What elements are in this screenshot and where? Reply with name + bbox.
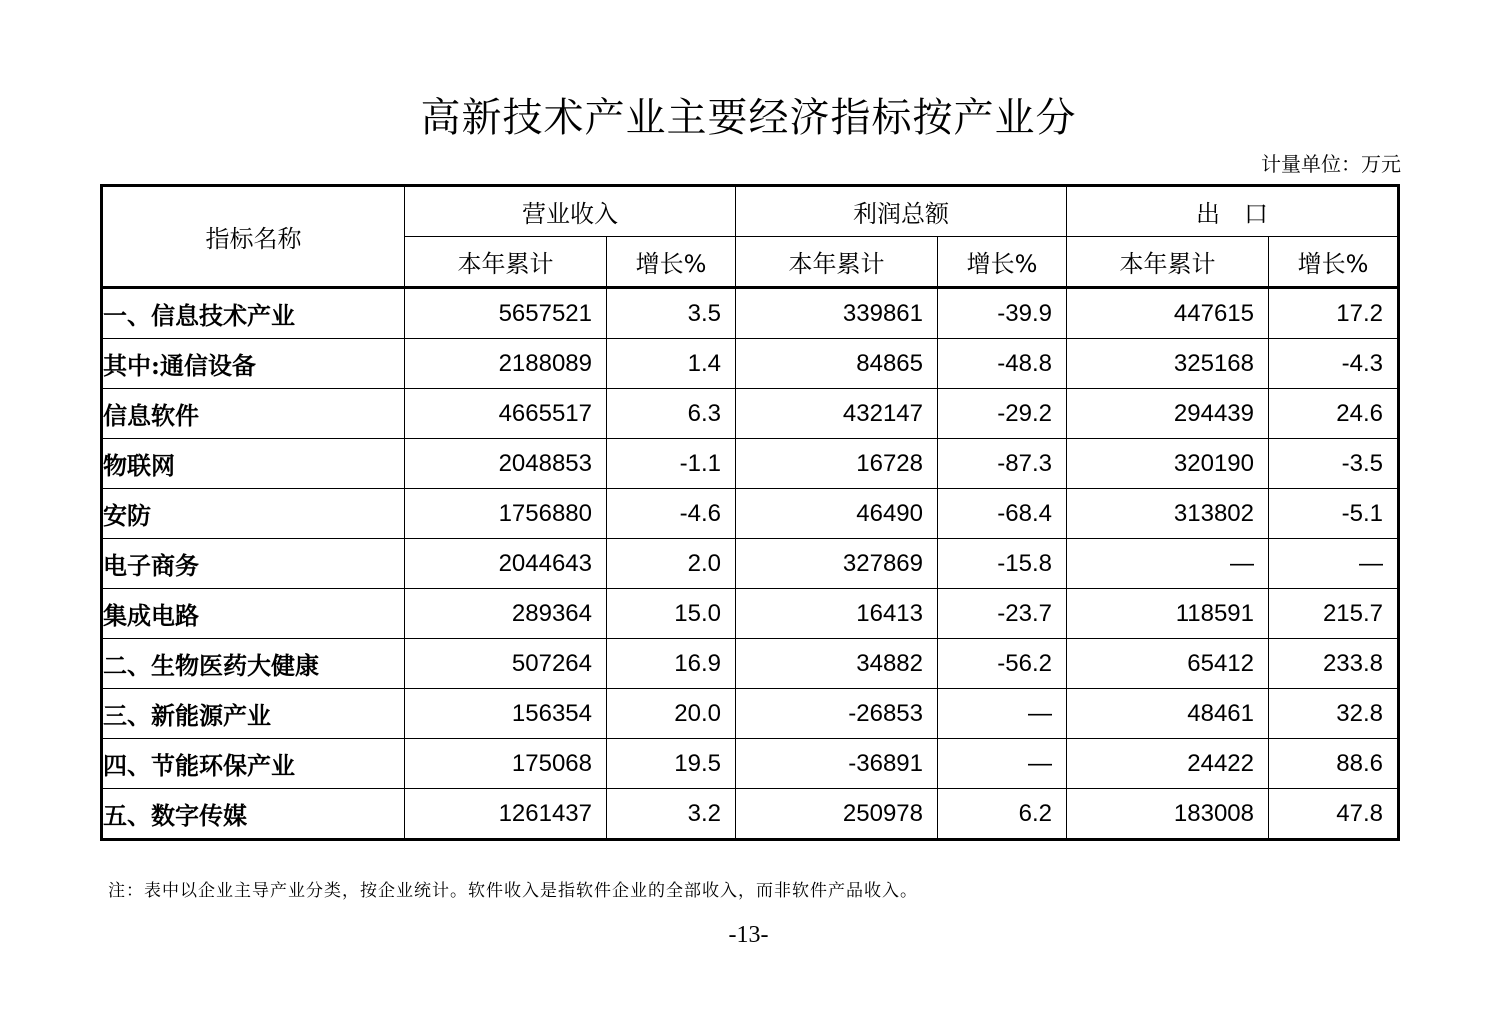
cell-value: — xyxy=(938,739,1067,789)
cell-value: 327869 xyxy=(736,539,938,589)
cell-value: -4.6 xyxy=(607,489,736,539)
cell-value: -1.1 xyxy=(607,439,736,489)
cell-value: 2044643 xyxy=(405,539,607,589)
cell-value: — xyxy=(938,689,1067,739)
table-row xyxy=(102,288,1399,339)
cell-value: 88.6 xyxy=(1269,739,1399,789)
table-row xyxy=(102,539,1399,589)
header-profit-growth: 增长% xyxy=(938,237,1067,288)
cell-value: 1.4 xyxy=(607,339,736,389)
header-indicator-name: 指标名称 xyxy=(102,186,405,288)
cell-value: 507264 xyxy=(405,639,607,689)
row-label: 一、信息技术产业 xyxy=(102,288,405,339)
cell-value: -26853 xyxy=(736,689,938,739)
cell-value: -29.2 xyxy=(938,389,1067,439)
cell-value: 5657521 xyxy=(405,288,607,339)
header-export-cumulative: 本年累计 xyxy=(1067,237,1269,288)
row-label: 三、新能源产业 xyxy=(102,689,405,739)
cell-value: -3.5 xyxy=(1269,439,1399,489)
cell-value: 16728 xyxy=(736,439,938,489)
cell-value: -23.7 xyxy=(938,589,1067,639)
cell-value: 24.6 xyxy=(1269,389,1399,439)
cell-value: 48461 xyxy=(1067,689,1269,739)
cell-value: 215.7 xyxy=(1269,589,1399,639)
cell-value: 15.0 xyxy=(607,589,736,639)
page-number: -13- xyxy=(728,922,769,948)
table-row xyxy=(102,489,1399,539)
cell-value: 19.5 xyxy=(607,739,736,789)
table-row xyxy=(102,639,1399,689)
cell-value: 16.9 xyxy=(607,639,736,689)
cell-value: 432147 xyxy=(736,389,938,439)
row-label: 四、节能环保产业 xyxy=(102,739,405,789)
cell-value: 4665517 xyxy=(405,389,607,439)
cell-value: 294439 xyxy=(1067,389,1269,439)
cell-value: 183008 xyxy=(1067,789,1269,840)
cell-value: -56.2 xyxy=(938,639,1067,689)
unit-label: 计量单位：万元 xyxy=(1261,152,1401,176)
cell-value: 2.0 xyxy=(607,539,736,589)
header-profit: 利润总额 xyxy=(736,186,1067,237)
row-label: 电子商务 xyxy=(102,539,405,589)
cell-value: -68.4 xyxy=(938,489,1067,539)
table-row xyxy=(102,789,1399,840)
cell-value: 32.8 xyxy=(1269,689,1399,739)
header-revenue: 营业收入 xyxy=(405,186,736,237)
cell-value: 3.2 xyxy=(607,789,736,840)
cell-value: 17.2 xyxy=(1269,288,1399,339)
cell-value: 313802 xyxy=(1067,489,1269,539)
table-row xyxy=(102,589,1399,639)
table-row xyxy=(102,339,1399,389)
header-export-growth: 增长% xyxy=(1269,237,1399,288)
cell-value: 118591 xyxy=(1067,589,1269,639)
cell-value: -4.3 xyxy=(1269,339,1399,389)
cell-value: 156354 xyxy=(405,689,607,739)
cell-value: 6.2 xyxy=(938,789,1067,840)
table-footnote: 注：表中以企业主导产业分类，按企业统计。软件收入是指软件企业的全部收入，而非软件产品收入。 xyxy=(108,881,918,901)
header-revenue-growth: 增长% xyxy=(607,237,736,288)
cell-value: 250978 xyxy=(736,789,938,840)
cell-value: 84865 xyxy=(736,339,938,389)
table-row xyxy=(102,689,1399,739)
cell-value: 65412 xyxy=(1067,639,1269,689)
row-label: 集成电路 xyxy=(102,589,405,639)
row-label: 物联网 xyxy=(102,439,405,489)
cell-value: -36891 xyxy=(736,739,938,789)
cell-value: -5.1 xyxy=(1269,489,1399,539)
header-export: 出 口 xyxy=(1067,186,1399,237)
cell-value: -39.9 xyxy=(938,288,1067,339)
cell-value: 1756880 xyxy=(405,489,607,539)
header-row-groups xyxy=(102,186,1399,237)
cell-value: — xyxy=(1269,539,1399,589)
cell-value: -48.8 xyxy=(938,339,1067,389)
table-row xyxy=(102,439,1399,489)
row-label: 其中:通信设备 xyxy=(102,339,405,389)
cell-value: -87.3 xyxy=(938,439,1067,489)
page-title: 高新技术产业主要经济指标按产业分 xyxy=(420,95,1077,141)
cell-value: 325168 xyxy=(1067,339,1269,389)
row-label: 信息软件 xyxy=(102,389,405,439)
cell-value: 447615 xyxy=(1067,288,1269,339)
cell-value: 175068 xyxy=(405,739,607,789)
row-label: 五、数字传媒 xyxy=(102,789,405,840)
cell-value: 3.5 xyxy=(607,288,736,339)
header-revenue-cumulative: 本年累计 xyxy=(405,237,607,288)
cell-value: 233.8 xyxy=(1269,639,1399,689)
row-label: 安防 xyxy=(102,489,405,539)
header-profit-cumulative: 本年累计 xyxy=(736,237,938,288)
row-label: 二、生物医药大健康 xyxy=(102,639,405,689)
cell-value: -15.8 xyxy=(938,539,1067,589)
cell-value: 2048853 xyxy=(405,439,607,489)
table-row xyxy=(102,389,1399,439)
cell-value: 339861 xyxy=(736,288,938,339)
cell-value: 47.8 xyxy=(1269,789,1399,840)
cell-value: 320190 xyxy=(1067,439,1269,489)
cell-value: 20.0 xyxy=(607,689,736,739)
cell-value: 46490 xyxy=(736,489,938,539)
cell-value: 16413 xyxy=(736,589,938,639)
cell-value: 6.3 xyxy=(607,389,736,439)
cell-value: 24422 xyxy=(1067,739,1269,789)
cell-value: 289364 xyxy=(405,589,607,639)
cell-value: 34882 xyxy=(736,639,938,689)
table-row xyxy=(102,739,1399,789)
cell-value: — xyxy=(1067,539,1269,589)
indicator-table xyxy=(100,184,1400,841)
cell-value: 2188089 xyxy=(405,339,607,389)
cell-value: 1261437 xyxy=(405,789,607,840)
